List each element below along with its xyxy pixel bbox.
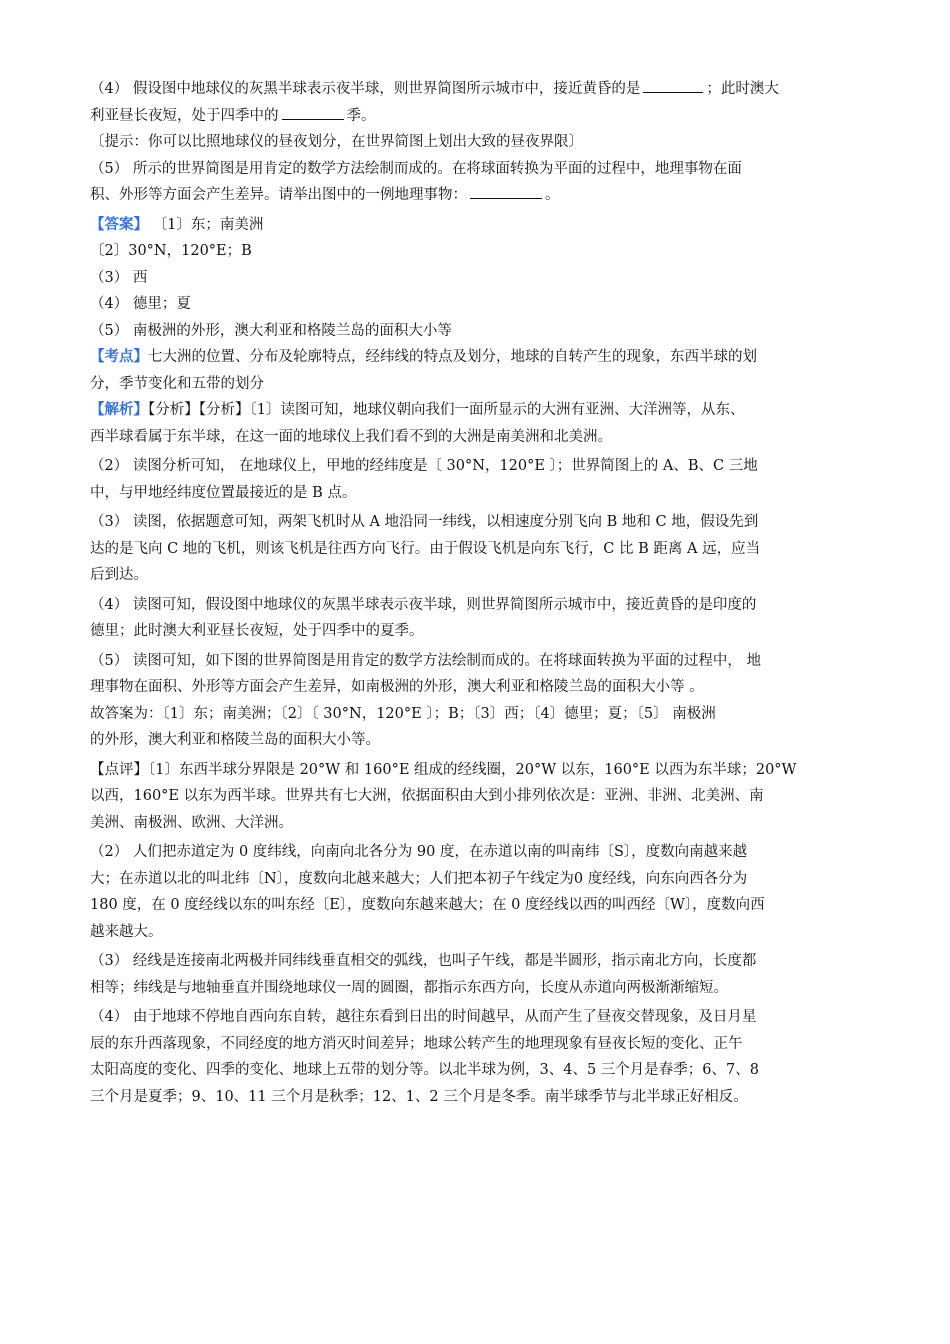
kaodian-line-1: 【考点】七大洲的位置、分布及轮廓特点，经纬线的特点及划分，地球的自转产生的现象，东西半球的划 xyxy=(90,348,757,365)
dianping-p4-line-4: 三个月是夏季；9、10、11 三个月是秋季；12、1、2 三个月是冬季。南半球季节与北半球正好相反。 xyxy=(90,1088,748,1105)
dianping-p2-line-2: 大；在赤道以北的叫北纬〔N〕，度数向北越来越大；人们把本初子午线定为0 度经线，向东向西各分为 xyxy=(90,870,748,887)
dianping-p4-line-2: 辰的东升西落现象，不同经度的地方消灭时间差异；地球公转产生的地理现象有昼夜长短的变化、正午 xyxy=(90,1035,743,1052)
dianping-p2-line-1: （2） 人们把赤道定为 0 度纬线，向南向北各分为 90 度，在赤道以南的叫南纬〔S〕，度数向南越来越 xyxy=(90,844,748,860)
jiexi-summary-line-1: 故答案为：〔1〕东；南美洲；〔2〕〔 30°N，120°E 〕；B；〔3〕西；〔4〕德里；夏；〔5〕 南极洲 xyxy=(90,705,716,722)
q5-line-2: 积、外形等方面会产生差异。请举出图中的一例地理事物： 。 xyxy=(90,182,860,209)
jiexi-p5-line-2: 理事物在面积、外形等方面会产生差异，如南极洲的外形，澳大利亚和格陵兰岛的面积大小等 。 xyxy=(90,679,704,695)
jiexi-line-1: 【解析】【分析】【分析】〔1〕读图可知，地球仪朝向我们一面所显示的大洲有亚洲、大洋洲等，从东、 xyxy=(90,401,745,418)
answer-blank xyxy=(282,104,344,120)
answer-line-4: （4） 德里；夏 xyxy=(90,296,191,312)
dianping-line-3: 美洲、南极洲、欧洲、大洋洲。 xyxy=(90,814,293,831)
dianping-p3-line-1: （3） 经线是连接南北两极并同纬线垂直相交的弧线，也叫子午线，都是半圆形，指示南北方向，长度都 xyxy=(90,953,757,969)
dianping-line-2: 以西，160°E 以东为西半球。世界共有七大洲，依据面积由大到小排列依次是：亚洲、非洲、北美洲、南 xyxy=(90,788,764,804)
answer-blank xyxy=(643,77,703,93)
answer-blank xyxy=(470,183,542,199)
jiexi-p2-line-2: 中，与甲地经纬度位置最接近的是 B 点。 xyxy=(90,484,357,501)
answer-line-2: 〔2〕30°N，120°E；B xyxy=(90,243,252,259)
q4-hint: 〔提示：你可以比照地球仪的昼夜划分，在世界简图上划出大致的昼夜界限〕 xyxy=(90,134,583,150)
jiexi-line-2: 西半球看属于东半球，在这一面的地球仪上我们看不到的大洲是南美洲和北美洲。 xyxy=(90,428,612,445)
answer-line-1: 【答案】 〔1〕东；南美洲 xyxy=(90,215,264,233)
jiexi-tag: 【解析】 xyxy=(90,401,148,418)
answer-tag: 【答案】 xyxy=(90,215,148,233)
q4-line-2: 利亚昼长夜短，处于四季中的 季。 xyxy=(90,103,860,130)
dianping-p4-line-1: （4） 由于地球不停地自西向东自转，越往东看到日出的时间越早，从而产生了昼夜交替现象，及日月星 xyxy=(90,1009,757,1025)
dianping-line-1: 【点评】〔1〕东西半球分界限是 20°W 和 160°E 组成的经线圈，20°W 以东，160°E 以西为东半球；20°W xyxy=(90,761,797,778)
jiexi-p2-line-1: （2） 读图分析可知， 在地球仪上，甲地的经纬度是〔 30°N，120°E 〕；世界简图上的 A、B、C 三地 xyxy=(90,458,758,474)
q4-line-1: （4） 假设图中地球仪的灰黑半球表示夜半球，则世界简图所示城市中，接近黄昏的是 ；此时澳大 xyxy=(90,76,860,103)
dianping-p3-line-2: 相等；纬线是与地轴垂直并围绕地球仪一周的圆圈，都指示东西方向，长度从赤道向两极渐渐缩短。 xyxy=(90,979,728,996)
dianping-p2-line-3: 180 度，在 0 度经线以东的叫东经〔E〕，度数向东越来越大；在 0 度经线以西的叫西经〔W〕，度数向西 xyxy=(90,897,765,913)
jiexi-p3-line-1: （3） 读图，依据题意可知，两架飞机时从 A 地沿同一纬线，以相速度分别飞向 B 地和 C 地，假设先到 xyxy=(90,514,759,530)
answer-line-3: （3） 西 xyxy=(90,269,148,286)
dianping-p2-line-4: 越来越大。 xyxy=(90,923,163,940)
jiexi-p3-line-3: 后到达。 xyxy=(90,567,148,583)
q5-line-1: （5） 所示的世界简图是用肯定的数学方法绘制而成的。在将球面转换为平面的过程中，地理事物在面 xyxy=(90,160,742,177)
jiexi-p5-line-1: （5） 读图可知，如下图的世界简图是用肯定的数学方法绘制而成的。在将球面转换为平面的过程中， 地 xyxy=(90,652,761,669)
jiexi-summary-line-2: 的外形，澳大利亚和格陵兰岛的面积大小等。 xyxy=(90,732,380,748)
answer-line-5: （5） 南极洲的外形，澳大利亚和格陵兰岛的面积大小等 xyxy=(90,322,452,339)
kaodian-tag: 【考点】 xyxy=(90,348,148,365)
jiexi-p4-line-2: 德里；此时澳大利亚昼长夜短，处于四季中的夏季。 xyxy=(90,623,424,639)
jiexi-p3-line-2: 达的是飞向 C 地的飞机，则该飞机是往西方向飞行。由于假设飞机是向东飞行，C 比 B 距离 A 远，应当 xyxy=(90,540,761,557)
dianping-p4-line-3: 太阳高度的变化、四季的变化、地球上五带的划分等。以北半球为例，3、4、5 三个月是春季；6、7、8 xyxy=(90,1062,759,1078)
jiexi-p4-line-1: （4） 读图可知，假设图中地球仪的灰黑半球表示夜半球，则世界简图所示城市中，接近黄昏的是印度的 xyxy=(90,596,757,613)
kaodian-line-2: 分，季节变化和五带的划分 xyxy=(90,375,264,392)
